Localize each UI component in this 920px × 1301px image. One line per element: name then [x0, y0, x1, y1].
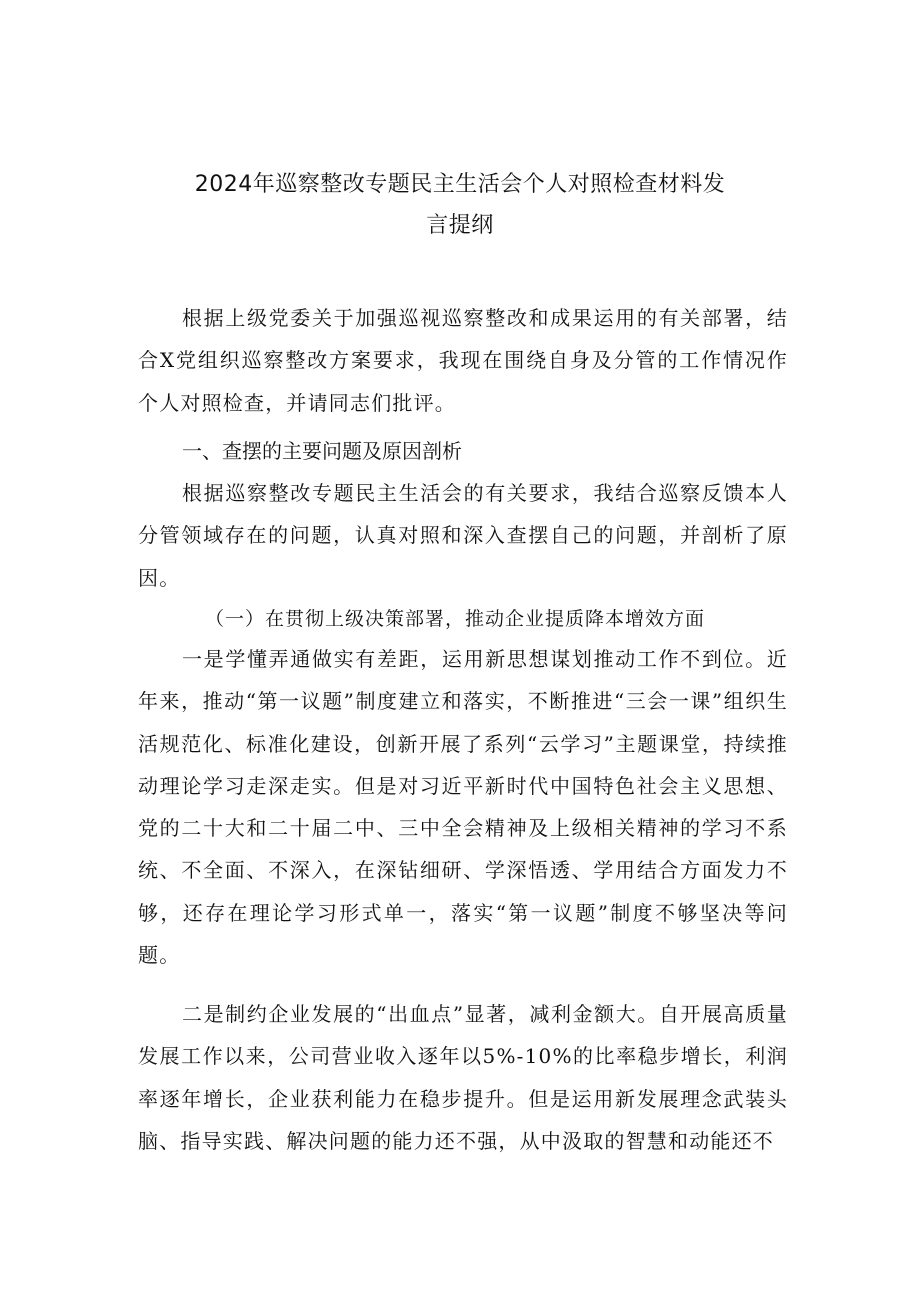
- point-two-paragraph: 二是制约企业发展的“出血点”显著，减利金额大。自开展高质量发展工作以来，公司营业收入逐年以5%-10%的比率稳步增长，利润率逐年增长，企业获利能力在稳步提升。但是运用新发展理念武装头脑、指导实践、解决问题的能力还不强，从中汲取的智慧和动能还不: [138, 1002, 788, 1153]
- intro-paragraph: 根据上级党委关于加强巡视巡察整改和成果运用的有关部署，结合X党组织巡察整改方案要求，我现在围绕自身及分管的工作情况作个人对照检查，并请同志们批评。: [138, 306, 788, 415]
- document-title-line1: 2024年巡察整改专题民主生活会个人对照检查材料发: [194, 172, 726, 197]
- section-intro-paragraph: 根据巡察整改专题民主生活会的有关要求，我结合巡察反馈本人分管领域存在的问题，认真对照和深入查摆自己的问题，并剖析了原因。: [138, 481, 788, 590]
- document-title-line2: 言提纲: [426, 213, 494, 238]
- point-one-paragraph: 一是学懂弄通做实有差距，运用新思想谋划推动工作不到位。近年来，推动“第一议题”制度建立和落实，不断推进“三会一课”组织生活规范化、标准化建设，创新开展了系列“云学习”主题课堂，持续推动理论学习走深走实。但是对习近平新时代中国特色社会主义思想、党的二十大和二十届二中、三中全会精神及上级相关精神的学习不系统、不全面、不深入，在深钻细研、学深悟透、学用结合方面发力不够，还存在理论学习形式单一，落实“第一议题”制度不够坚决等问题。: [138, 647, 788, 968]
- section-heading: 一、查摆的主要问题及原因剖析: [182, 439, 462, 463]
- subsection-heading: （一）在贯彻上级决策部署，推动企业提质降本增效方面: [205, 608, 706, 630]
